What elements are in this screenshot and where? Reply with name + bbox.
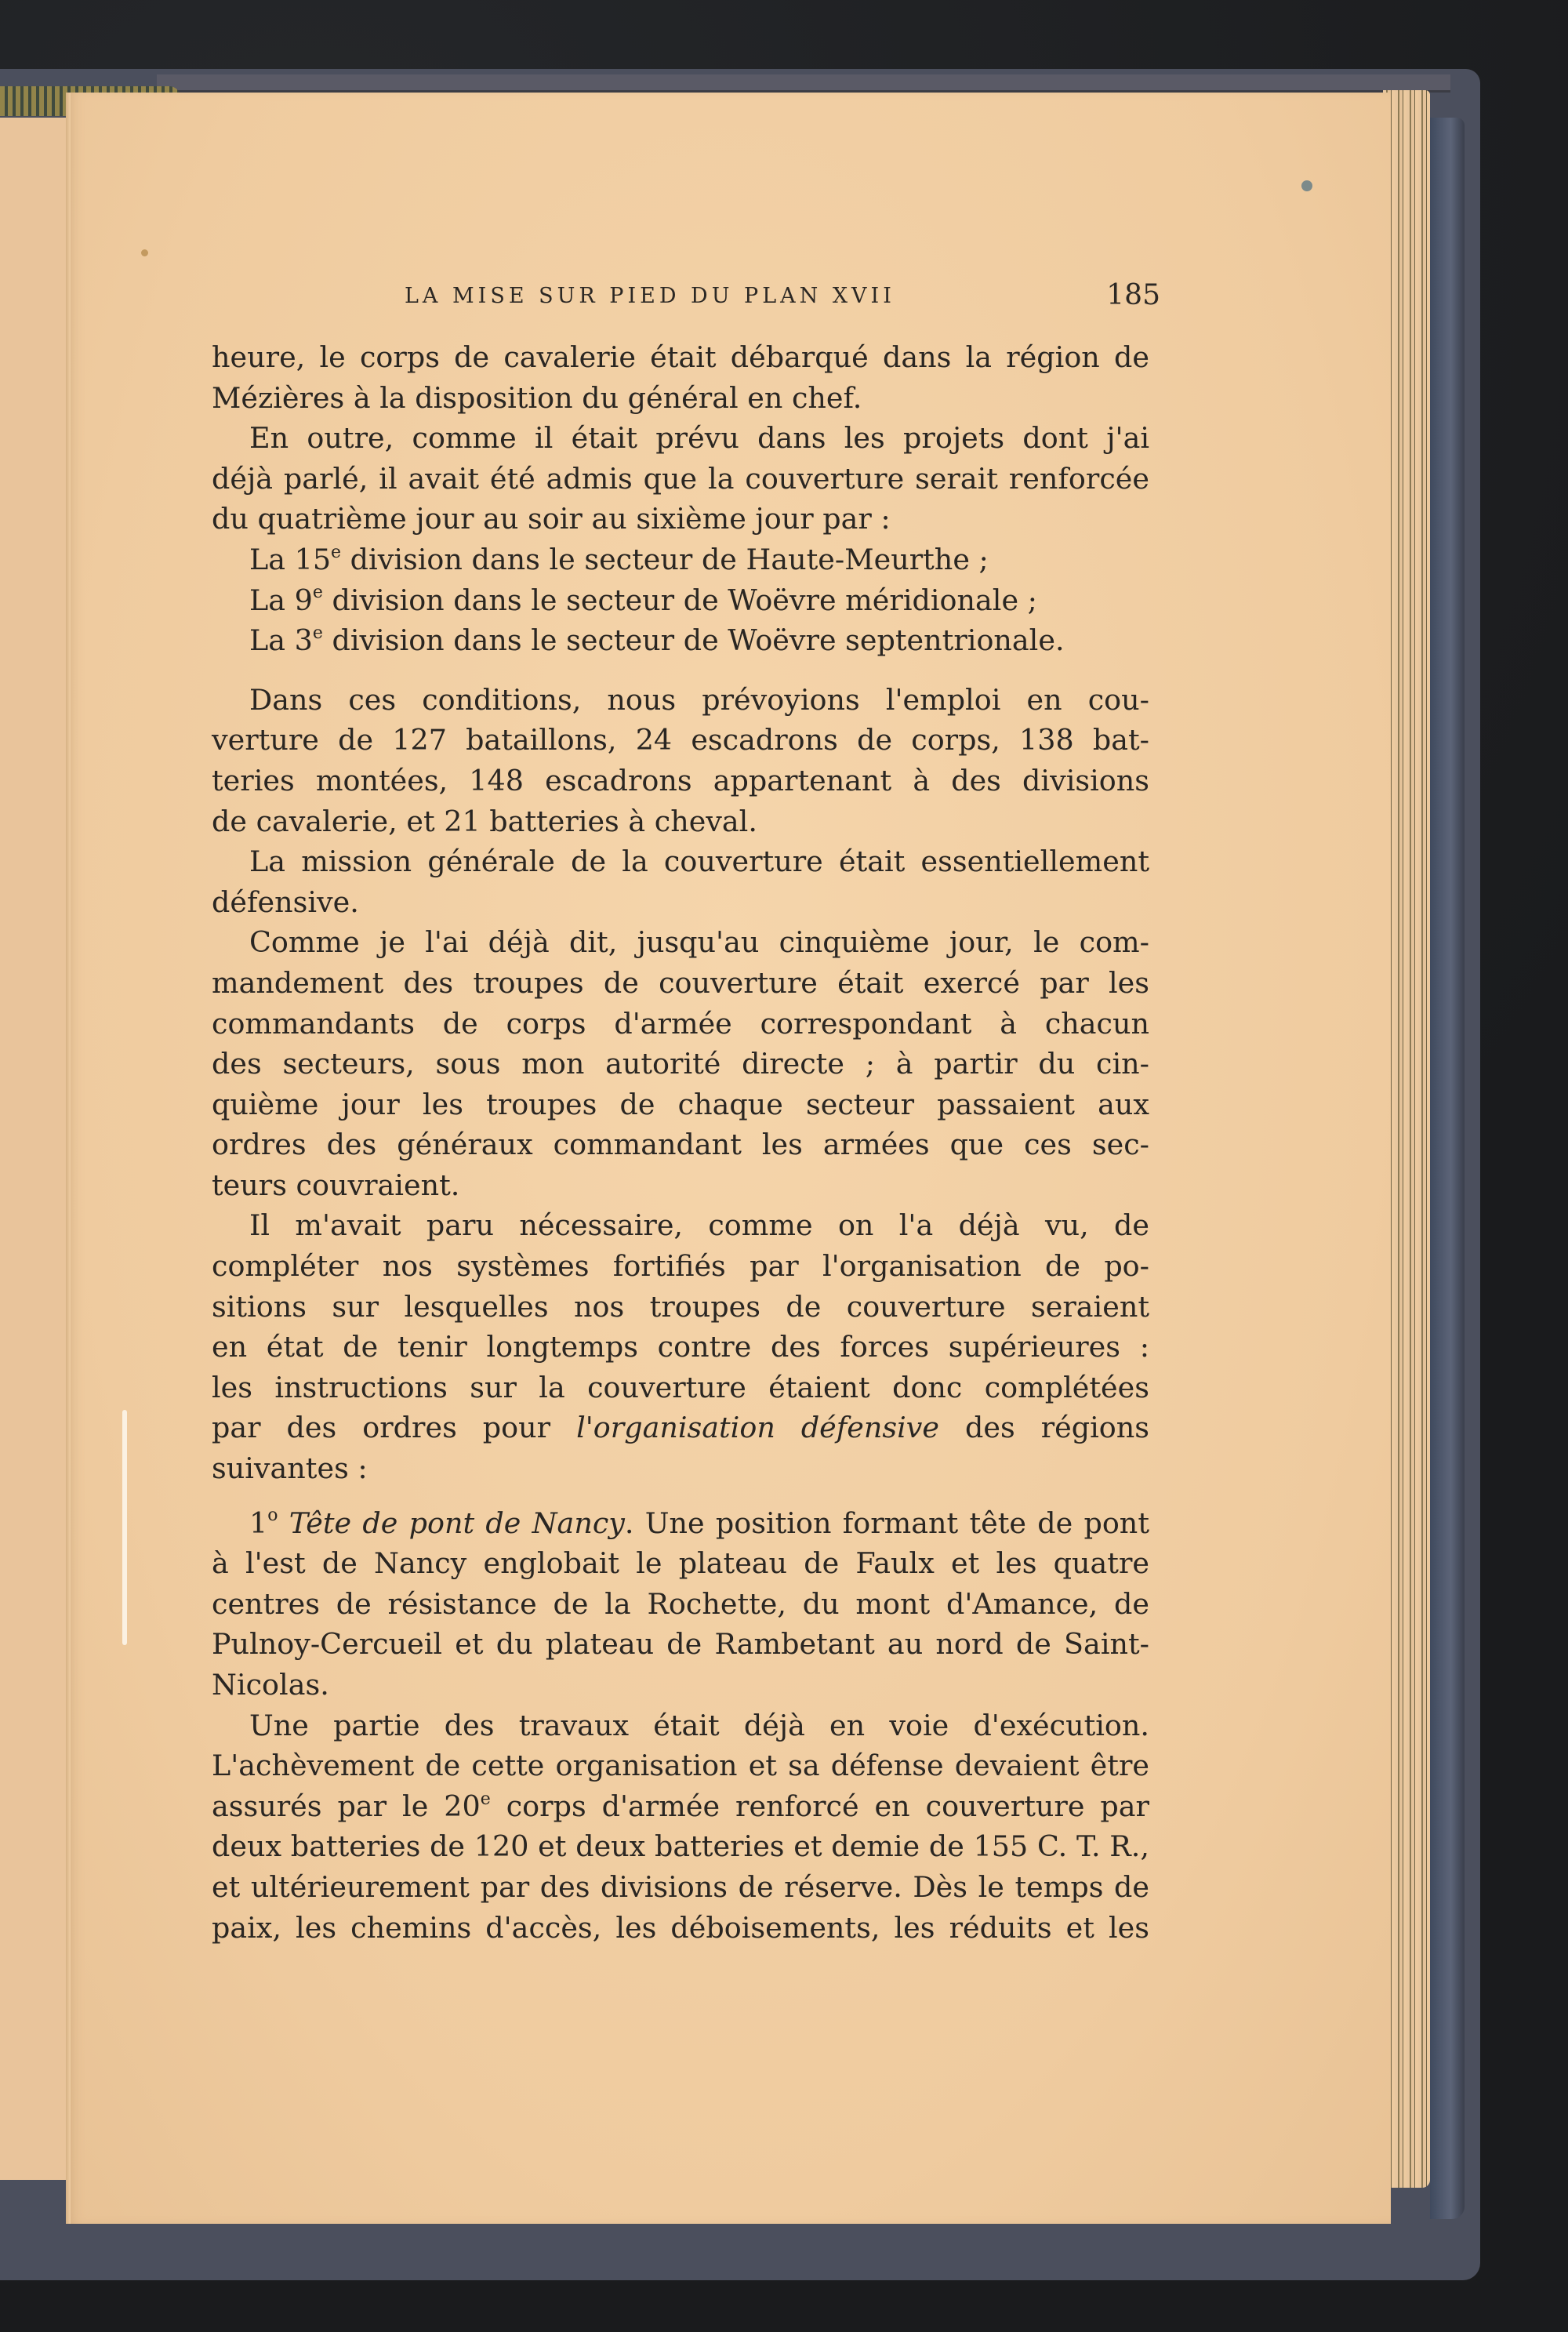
text-line: commandants de corps d'armée correspondant à chacun — [212, 1006, 1149, 1041]
text-line: teurs couvraient. — [212, 1168, 460, 1202]
text-line: heure, le corps de cavalerie était débarqué dans la région de — [212, 340, 1149, 374]
text-line: paix, les chemins d'accès, les déboisements, les réduits et les — [212, 1910, 1149, 1945]
text-line: défensive. — [212, 884, 359, 919]
book-fore-edge-cover — [1430, 118, 1465, 2219]
list-item-prefix: La 9 — [249, 583, 313, 617]
book-cover-top-edge — [157, 74, 1450, 93]
text-line: ordres des généraux commandant les armées que ces sec- — [212, 1128, 1149, 1162]
text-line: Pulnoy-Cercueil et du plateau de Rambetant au nord de Saint- — [212, 1627, 1149, 1662]
text-line: quième jour les troupes de chaque secteur passaient aux — [212, 1087, 1149, 1121]
paper-spot — [1301, 180, 1312, 191]
text-line: des secteurs, sous mon autorité directe ; à partir du cin- — [212, 1047, 1149, 1081]
ordinal-superscript: e — [312, 583, 323, 603]
text-line: Comme je l'ai déjà dit, jusqu'au cinquième jour, le com- — [249, 925, 1149, 960]
section-number: 1 — [249, 1506, 268, 1540]
text-line: les instructions sur la couverture étaient donc complétées — [212, 1370, 1149, 1404]
running-head-title: LA MISE SUR PIED DU PLAN XVII — [405, 284, 895, 308]
text-line: Mézières à la disposition du général en chef. — [212, 380, 862, 415]
text-line: deux batteries de 120 et deux batteries et demie de 155 C. T. R., — [212, 1829, 1149, 1864]
ordinal-superscript: o — [267, 1506, 278, 1526]
text-line: teries montées, 148 escadrons appartenant à des divisions — [212, 763, 1149, 797]
list-item-prefix: La 15 — [249, 542, 332, 576]
list-item-text: division dans le secteur de Haute-Meurthe ; — [341, 542, 989, 576]
section-title-italic: Tête de pont de Nancy — [289, 1506, 625, 1540]
ordinal-superscript: e — [480, 1789, 491, 1809]
running-head — [337, 279, 1160, 318]
list-item-text: division dans le secteur de Woëvre septentrionale. — [322, 623, 1065, 658]
text-line: de cavalerie, et 21 batteries à cheval. — [212, 804, 757, 838]
list-item-prefix: La 3 — [249, 623, 313, 658]
text-line: à l'est de Nancy englobait le plateau de Faulx et les quatre — [212, 1546, 1149, 1581]
text-line: et ultérieurement par des divisions de réserve. Dès le temps de — [212, 1869, 1149, 1904]
paragraph — [212, 841, 1149, 922]
text-line: suivantes : — [212, 1451, 368, 1486]
italic-emphasis: l'organisation défensive — [576, 1411, 940, 1445]
page-number: 185 — [1106, 279, 1160, 311]
ordinal-superscript: e — [331, 542, 342, 562]
list-item — [212, 620, 1149, 661]
text-span: corps d'armée renforcé en couverture par — [490, 1789, 1149, 1823]
list-item — [212, 539, 1149, 580]
text-line: L'achèvement de cette organisation et sa défense devaient être — [212, 1749, 1149, 1783]
paragraph — [212, 1705, 1149, 1949]
text-line: Dans ces conditions, nous prévoyions l'emploi en cou- — [249, 682, 1149, 717]
text-line: Une partie des travaux était déjà en voie d'exécution. — [249, 1708, 1149, 1742]
text-line: déjà parlé, il avait été admis que la couverture serait renforcée — [212, 461, 1149, 496]
gutter-tear-mark — [122, 1410, 127, 1645]
list-item-text: division dans le secteur de Woëvre méridionale ; — [322, 583, 1037, 617]
text-span: assurés par le 20 — [212, 1789, 481, 1823]
text-line: en état de tenir longtemps contre des forces supérieures : — [212, 1330, 1149, 1364]
text-line — [212, 1503, 1149, 1544]
ordinal-superscript: e — [312, 623, 323, 643]
text-line: mandement des troupes de couverture était exercé par les — [212, 965, 1149, 1000]
gutter-shadow — [66, 93, 71, 2224]
text-line: verture de 127 bataillons, 24 escadrons de corps, 138 bat- — [212, 723, 1149, 757]
paragraph — [212, 680, 1149, 841]
paper-spot — [141, 249, 148, 256]
text-line — [212, 1408, 1149, 1448]
text-line: Nicolas. — [212, 1668, 329, 1702]
paragraph — [212, 1503, 1149, 1705]
text-line: La mission générale de la couverture était essentiellement — [249, 845, 1149, 879]
text-line: En outre, comme il était prévu dans les projets dont j'ai — [249, 421, 1149, 456]
text-line: compléter nos systèmes fortifiés par l'organisation de po- — [212, 1249, 1149, 1284]
paragraph — [212, 922, 1149, 1205]
list-item — [212, 580, 1149, 621]
text-span: par des ordres pour — [212, 1411, 577, 1445]
left-page-edge — [0, 118, 67, 2180]
text-line: sitions sur lesquelles nos troupes de couverture seraient — [212, 1289, 1149, 1324]
paragraph — [212, 1205, 1149, 1488]
text-line: centres de résistance de la Rochette, du mont d'Amance, de — [212, 1586, 1149, 1621]
text-line: Il m'avait paru nécessaire, comme on l'a déjà vu, de — [249, 1208, 1149, 1243]
text-line — [212, 1786, 1149, 1827]
text-span: des régions — [939, 1411, 1149, 1445]
text-line: du quatrième jour au soir au sixième jour par : — [212, 502, 891, 536]
paragraph — [212, 337, 1149, 418]
body-text — [212, 337, 1149, 1948]
paragraph — [212, 418, 1149, 539]
text-span: . Une position formant tête de pont — [624, 1506, 1149, 1540]
